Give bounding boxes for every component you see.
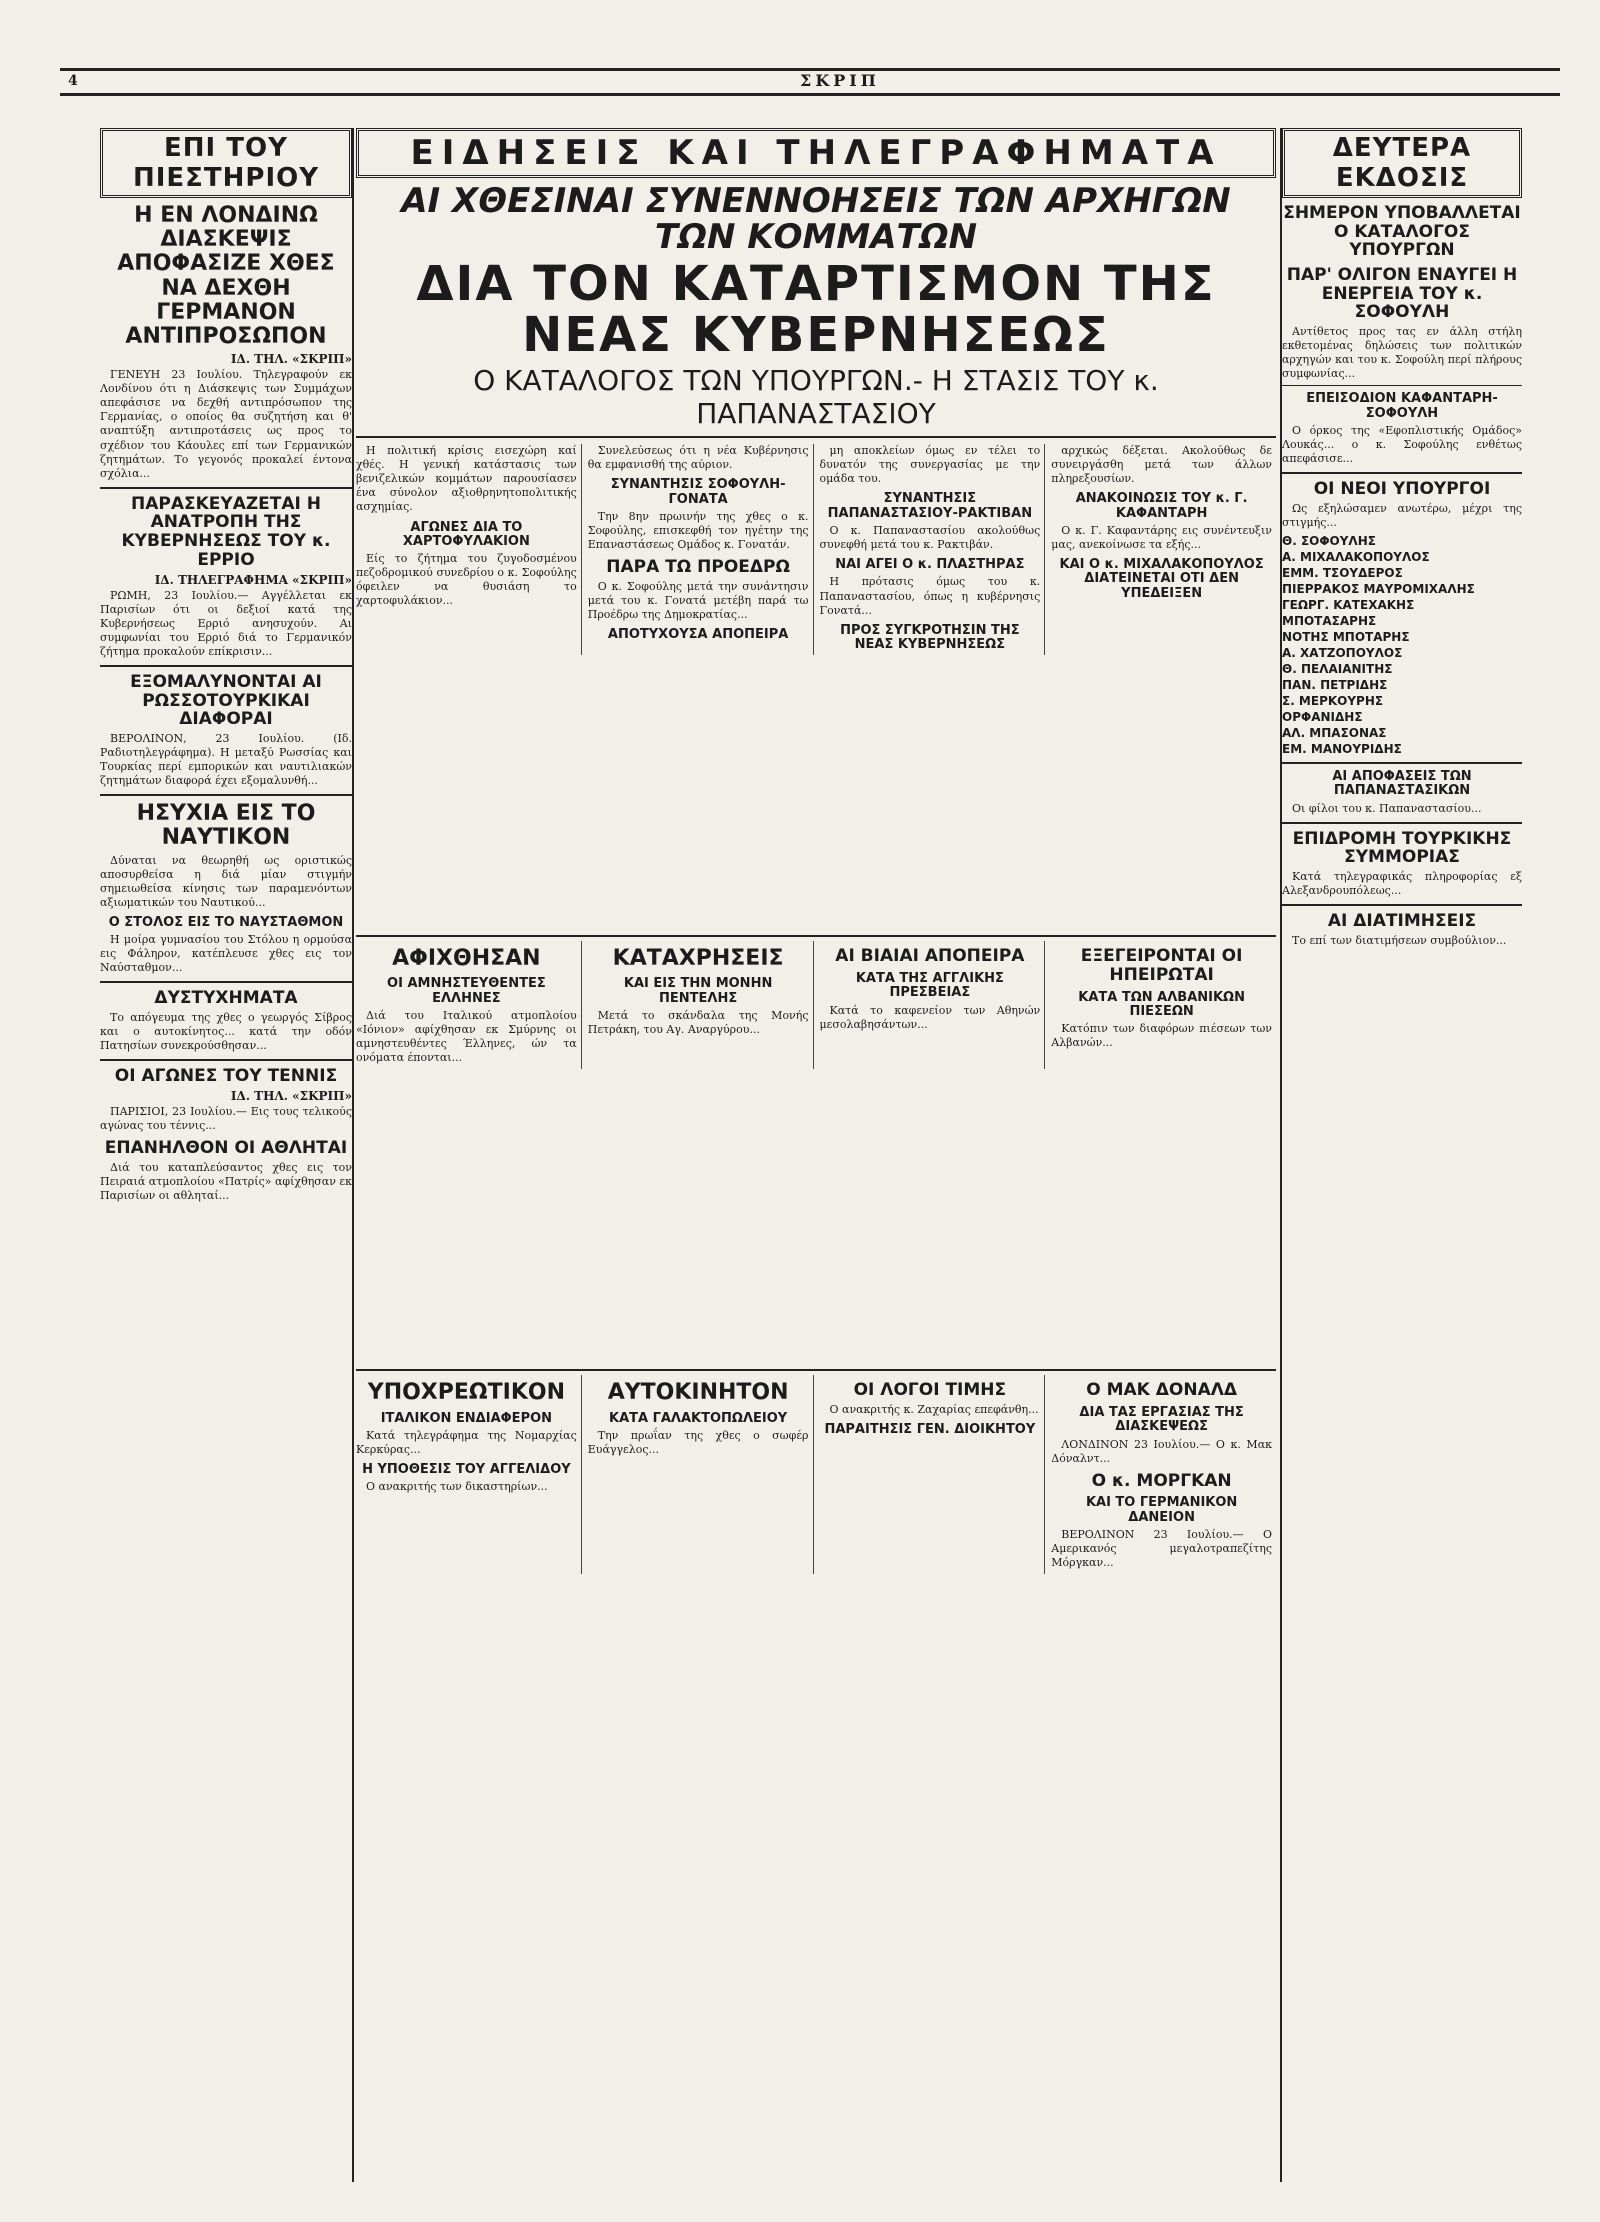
right-headline-1: ΣΗΜΕΡΟΝ ΥΠΟΒΑΛΛΕΤΑΙ Ο ΚΑΤΑΛΟΓΟΣ ΥΠΟΥΡΓΩΝ — [1283, 203, 1521, 261]
article-text: μη αποκλείων όμως εν τέλει το δυνατόν της συνεργασίας με την ομάδα του. — [819, 444, 1041, 486]
minister-name: ΠΑΝ. ΠΕΤΡΙΔΗΣ — [1282, 678, 1388, 693]
news-row-2 — [356, 935, 1276, 1069]
right-column — [1280, 128, 1522, 2182]
main-headline-1: ΑΙ ΧΘΕΣΙΝΑΙ ΣΥΝΕΝΝΟΗΣΕΙΣ ΤΩΝ ΑΡΧΗΓΩΝ ΤΩΝ ΚΟΜΜΑΤΩΝ — [401, 181, 1231, 257]
main-col-4 — [1051, 444, 1276, 655]
article-text: Η πολιτική κρίσις εισεχώρη καί χθές. Η γενική κατάστασις των βενιζελικών κομμάτων παρουσίασεν ένα σύνολον αξιοθρηνητοπολιτικής ασχημίας. — [356, 444, 577, 514]
left-headline-2: ΠΑΡΑΣΚΕΥΑΖΕΤΑΙ Η ΑΝΑΤΡΟΠΗ ΤΗΣ ΚΥΒΕΡΝΗΣΕΩΣ ΤΟΥ κ. ΕΡΡΙΟ — [121, 493, 331, 570]
divider — [1282, 904, 1522, 906]
right-headline-3: ΟΙ ΝΕΟΙ ΥΠΟΥΡΓΟΙ — [1313, 479, 1491, 500]
minister-name: Α. ΜΙΧΑΛΑΚΟΠΟΥΛΟΣ — [1282, 550, 1430, 565]
story-subheadline: ΔΙΑ ΤΑΣ ΕΡΓΑΣΙΑΣ ΤΗΣ ΔΙΑΣΚΕΨΕΩΣ — [1079, 1405, 1244, 1435]
paper-name: ΣΚΡΙΠ — [800, 71, 880, 90]
story-headline: ΕΞΕΓΕΙΡΟΝΤΑΙ ΟΙ ΗΠΕΙΡΩΤΑΙ — [1080, 946, 1243, 985]
right-article-3: Ως εξηλώσαμεν ανωτέρω, μέχρι της στιγμής... — [1282, 501, 1522, 530]
story-automobile — [588, 1375, 814, 1574]
article-text: Ο κ. Γ. Καφαντάρης εις συνέντευξιν μας, ανεκοίνωσε τα εξής... — [1051, 523, 1272, 552]
minister-name: Σ. ΜΕΡΚΟΥΡΗΣ — [1282, 694, 1384, 709]
article-text: Την πρωΐαν της χθες ο σωφέρ Ευάγγελος... — [587, 1428, 809, 1456]
story-epirotes — [1051, 941, 1276, 1069]
left-article-8: Διά του καταπλεύσαντος χθες εις τον Πειραιά ατμοπλοίου «Πατρίς» αφίχθησαν εκ Παρισίων οι αθληταί... — [100, 1160, 352, 1203]
right-article-4: Οι φίλοι του κ. Παπαναστασίου... — [1292, 801, 1482, 815]
story-subheadline: ΚΑΙ ΕΙΣ ΤΗΝ ΜΟΝΗΝ ΠΕΝΤΕΛΗΣ — [623, 976, 773, 1006]
divider — [100, 794, 352, 796]
main-col-2 — [588, 444, 814, 655]
story-headline: ΚΑΤΑΧΡΗΣΕΙΣ — [612, 946, 784, 972]
article-text: Κατόπιν των διαφόρων πιέσεων των Αλβανών... — [1051, 1022, 1272, 1050]
minister-name: ΕΜ. ΜΑΝΟΥΡΙΔΗΣ — [1282, 742, 1402, 757]
left-byline-1: ΙΔ. ΤΗΛ. «ΣΚΡΙΠ» — [230, 352, 352, 367]
subheading: ΑΝΑΚΟΙΝΩΣΙΣ ΤΟΥ κ. Γ. ΚΑΦΑΝΤΑΡΗ — [1075, 491, 1248, 521]
story-headline: Ο ΜΑΚ ΔΟΝΑΛΔ — [1086, 1380, 1238, 1401]
article-text: Κατά τηλεγράφημα της Νομαρχίας Κερκύρας... — [356, 1428, 577, 1456]
story-macdonald — [1051, 1375, 1276, 1574]
minister-name: ΝΟΤΗΣ ΜΠΟΤΑΡΗΣ — [1282, 630, 1410, 645]
subheading: ΑΓΩΝΕΣ ΔΙΑ ΤΟ ΧΑΡΤΟΦΥΛΑΚΙΟΝ — [402, 519, 530, 549]
subheading: ΣΥΝΑΝΤΗΣΙΣ ΠΑΠΑΝΑΣΤΑΣΙΟΥ-ΡΑΚΤΙΒΑΝ — [827, 491, 1033, 521]
left-byline-7: ΙΔ. ΤΗΛ. «ΣΚΡΙΠ» — [230, 1089, 352, 1104]
article-text: Διά του Ιταλικού ατμοπλοίου «Ιόνιον» αφίχθησαν εκ Σμύρνης οι αμνηστευθέντες Έλληνες, ών τα ονόματα έπονται... — [356, 1009, 577, 1065]
story-subheadline: ΚΑΤΑ ΤΗΣ ΑΓΓΛΙΚΗΣ ΠΡΕΣΒΕΙΑΣ — [855, 970, 1004, 1001]
right-article-5: Κατά τηλεγραφικάς πληροφορίας εξ Αλεξανδρουπόλεως... — [1282, 870, 1522, 898]
left-article-3: ΒΕΡΟΛΙΝΟΝ, 23 Ιουλίου. (Ιδ. Ραδιοτηλεγράφημα). Η μεταξύ Ρωσσίας και Τουρκίας περί εμπορικών και ναυτιλιακών ζητημάτων διαφορά έχει εξομαλυνθή... — [100, 731, 352, 788]
divider — [100, 487, 352, 489]
story-subheadline: ΟΙ ΑΜΝΗΣΤΕΥΘΕΝΤΕΣ ΕΛΛΗΝΕΣ — [387, 976, 546, 1006]
story-headline: ΟΙ ΛΟΓΟΙ ΤΙΜΗΣ — [853, 1380, 1007, 1401]
left-headline-3: ΕΞΟΜΑΛΥΝΟΝΤΑΙ ΑΙ ΡΩΣΣΟΤΟΥΡΚΙΚΑΙ ΔΙΑΦΟΡΑΙ — [130, 671, 322, 730]
left-article-1: ΓΕΝΕΥΗ 23 Ιουλίου. Τηλεγραφούν εκ Λονδίνου ότι η Διάσκεψις των Συμμάχων απεφάσισε να δεχθή αντιπρόσωπον της Γερμανίας, ο οποίος θα συζητήση και θ' αναπτύξη αντιπροτάσεις ως προς το σχέδιον του Κάουλες επί των Γερμανικών ζητημάτων. Το γεγονός προκαλεί έντονα σχόλια... — [100, 368, 352, 480]
left-headline-5: Ο ΣΤΟΛΟΣ ΕΙΣ ΤΟ ΝΑΥΣΤΑΘΜΟΝ — [108, 914, 344, 930]
left-headline-4: ΗΣΥΧΙΑ ΕΙΣ ΤΟ ΝΑΥΤΙΚΟΝ — [136, 801, 316, 851]
divider — [100, 1059, 352, 1061]
left-article-4: Δύναται να θεωρηθή ως οριστικώς αποσυρθείσα η διά μίαν στιγμήν σημειωθείσα κίνησις των παραμενόντων αξιωματικών του Ναυτικού... — [100, 853, 352, 909]
right-article-2: Ο όρκος της «Εφοπλιστικής Ομάδος» Λουκάς... ο κ. Σοφούλης ενθέτως απεφάσισε... — [1282, 424, 1522, 466]
story-subheadline: ΚΑΙ ΤΟ ΓΕΡΜΑΝΙΚΟΝ ΔΑΝΕΙΟΝ — [1085, 1495, 1238, 1525]
left-article-7: ΠΑΡΙΣΙΟΙ, 23 Ιουλίου.— Εις τους τελικούς αγώνας του τέννις... — [100, 1105, 352, 1133]
main-col-1 — [356, 444, 582, 655]
article-text: Η πρότασις όμως του κ. Παπαναστασίου, όπως η κυβέρνησις Γονατά... — [819, 575, 1041, 617]
left-column — [100, 128, 354, 2182]
right-article-1: Αντίθετος προς τας εν άλλη στήλη εκθετομένας δηλώσεις των πολιτικών αρχηγών και του κ. Σοφούλη περί πλήρους συμφωνίας... — [1282, 325, 1522, 381]
left-banner: ΕΠΙ ΤΟΥ ΠΙΕΣΤΗΡΙΟΥ — [100, 128, 352, 198]
subheading: ΚΑΙ Ο κ. ΜΙΧΑΛΑΚΟΠΟΥΛΟΣ ΔΙΑΤΕΙΝΕΤΑΙ ΟΤΙ ΔΕΝ ΥΠΕΔΕΙΞΕΝ — [1059, 557, 1264, 601]
main-col-3 — [820, 444, 1046, 655]
main-headline-2: ΔΙΑ ΤΟΝ ΚΑΤΑΡΤΙΣΜΟΝ ΤΗΣ ΝΕΑΣ ΚΥΒΕΡΝΗΣΕΩΣ — [416, 256, 1216, 363]
story-subheadline: ΚΑΤΑ ΓΑΛΑΚΤΟΠΩΛΕΙΟΥ — [609, 1410, 788, 1426]
subheading: ΑΠΟΤΥΧΟΥΣΑ ΑΠΟΠΕΙΡΑ — [607, 627, 789, 643]
main-story-columns — [356, 444, 1276, 655]
article-text: Είς το ζήτημα του ζυγοδοσμένου πεζοδρομικού συνεδρίου ο κ. Σοφούλης όφειλεν να θυσιάση το χαρτοφυλάκιον... — [356, 552, 577, 608]
left-article-6: Το απόγευμα της χθες ο γεωργός Σίβρος και ο αυτοκίνητος... κατά την οδόν Πατησίων συνεκρούσθησαν... — [100, 1011, 352, 1053]
left-headline-6: ΔΥΣΤΥΧΗΜΑΤΑ — [154, 988, 298, 1009]
subheading: ΣΥΝΑΝΤΗΣΙΣ ΣΟΦΟΥΛΗ-ΓΟΝΑΤΑ — [610, 477, 786, 507]
story-headline: Η ΥΠΟΘΕΣΙΣ ΤΟΥ ΑΓΓΕΛΙΔΟΥ — [362, 1462, 571, 1477]
main-subheadline: Ο ΚΑΤΑΛΟΓΟΣ ΤΩΝ ΥΠΟΥΡΓΩΝ.- Η ΣΤΑΣΙΣ ΤΟΥ κ. ΠΑΠΑΝΑΣΤΑΣΙΟΥ — [356, 364, 1276, 438]
center-banner: ΕΙΔΗΣΕΙΣ ΚΑΙ ΤΗΛΕΓΡΑΦΗΜΑΤΑ — [356, 128, 1276, 178]
left-headline-7: ΟΙ ΑΓΩΝΕΣ ΤΟΥ ΤΕΝΝΙΣ — [114, 1066, 338, 1087]
article-text: αρχικώς δέξεται. Ακολούθως δε συνειργάσθη μετά των άλλων πληρεξουσίων. — [1051, 444, 1272, 486]
divider — [1282, 822, 1522, 824]
article-text: Μετά το σκάνδαλα της Μονής Πετράκη, του Αγ. Αναργύρου... — [587, 1009, 809, 1037]
article-text: Ο ανακριτής κ. Ζαχαρίας επεφάνθη... — [829, 1403, 1039, 1417]
left-article-5: Η μοίρα γυμνασίου του Στόλου η ορμούσα εις Φάληρον, κατέπλευσε χθες εις τον Ναύσταθμον... — [100, 933, 352, 975]
story-italian — [356, 1375, 582, 1574]
left-headline-8: ΕΠΑΝΗΛΘΟΝ ΟΙ ΑΘΛΗΤΑΙ — [104, 1138, 348, 1159]
article-text: Ο ανακριτής των δικαστηρίων... — [366, 1480, 548, 1494]
minister-name: ΕΜΜ. ΤΣΟΥΔΕΡΟΣ — [1282, 566, 1403, 581]
minister-name: Α. ΧΑΤΖΟΠΟΥΛΟΣ — [1282, 646, 1403, 661]
left-article-2: ΡΩΜΗ, 23 Ιουλίου.— Αγγέλλεται εκ Παρισίων ότι οι δεξιοί κατά της Κυβερνήσεως Ερριό ανησυχούν. Αι συμφωνίαι του Ερριό διά το Γερμανικόν ζήτημα προκαλούν επίκρισιν... — [100, 588, 352, 658]
right-headline-2: ΕΠΕΙΣΟΔΙΟΝ ΚΑΦΑΝΤΑΡΗ-ΣΟΦΟΥΛΗ — [1306, 391, 1498, 421]
page-number: 4 — [68, 73, 78, 89]
minister-name: ΓΕΩΡΓ. ΚΑΤΕΧΑΚΗΣ — [1282, 598, 1415, 613]
right-article-6: Το επί των διατιμήσεων συμβούλιον... — [1292, 934, 1507, 947]
center-section — [356, 128, 1276, 2182]
story-honor — [820, 1375, 1046, 1574]
article-text: Ο κ. Σοφούλης μετά την συνάντησιν μετά του κ. Γονατά μετέβη παρά τω Προέδρω της Δημοκρατίας... — [587, 579, 809, 621]
news-row-3 — [356, 1369, 1276, 1574]
divider — [100, 665, 352, 667]
masthead-rule — [60, 68, 1560, 96]
article-text: Συνελεύσεως ότι η νέα Κυβέρνησις θα εμφανισθή της αύριον. — [587, 444, 809, 472]
divider — [1282, 472, 1522, 474]
story-headline: ΥΠΟΧΡΕΩΤΙΚΟΝ — [367, 1380, 565, 1406]
left-byline-2: ΙΔ. ΤΗΛΕΓΡΑΦΗΜΑ «ΣΚΡΙΠ» — [154, 572, 352, 587]
story-headline: ΑΙ ΒΙΑΙΑΙ ΑΠΟΠΕΙΡΑ — [835, 946, 1025, 967]
minister-name: Θ. ΠΕΛΑΙΑΝΙΤΗΣ — [1282, 662, 1393, 677]
right-banner: ΔΕΥΤΕΡΑ ΕΚΔΟΣΙΣ — [1282, 128, 1522, 198]
minister-name: ΑΛ. ΜΠΑΣΟΝΑΣ — [1282, 726, 1387, 741]
subheading: ΠΑΡΑ ΤΩ ΠΡΟΕΔΡΩ — [606, 557, 790, 578]
story-subheadline: ΚΑΤΑ ΤΩΝ ΑΛΒΑΝΙΚΩΝ ΠΙΕΣΕΩΝ — [1078, 989, 1245, 1019]
ministers-list — [1282, 534, 1522, 756]
minister-name: Θ. ΣΟΦΟΥΛΗΣ — [1282, 534, 1376, 549]
left-headline-1: Η ΕΝ ΛΟΝΔΙΝΩ ΔΙΑΣΚΕΨΙΣ ΑΠΟΦΑΣΙΖΕ ΧΘΕΣ ΝΑ ΔΕΧΘΗ ΓΕΡΜΑΝΟΝ ΑΝΤΙΠΡΟΣΩΠΟΝ — [117, 203, 335, 349]
article-text: Την 8ην πρωινήν της χθες ο κ. Σοφούλης, επισκεφθή τον ηγέτην της Επαναστάσεως Ομάδος κ. Γονατάν. — [587, 509, 809, 552]
story-subheadline: ΙΤΑΛΙΚΟΝ ΕΝΔΙΑΦΕΡΟΝ — [380, 1410, 553, 1426]
story-headline: ΑΦΙΧΘΗΣΑΝ — [392, 946, 541, 972]
minister-name: ΜΠΟΤΑΣΑΡΗΣ — [1282, 614, 1377, 629]
divider — [1282, 762, 1522, 764]
article-text: ΛΟΝΔΙΝΟΝ 23 Ιουλίου.— Ο κ. Μακ Δόναλντ... — [1051, 1437, 1272, 1465]
right-headline-5: ΕΠΙΔΡΟΜΗ ΤΟΥΡΚΙΚΗΣ ΣΥΜΜΟΡΙΑΣ — [1292, 828, 1512, 868]
right-headline-6: ΑΙ ΔΙΑΤΙΜΗΣΕΙΣ — [1327, 911, 1477, 932]
minister-name: ΠΙΕΡΡΑΚΟΣ ΜΑΥΡΟΜΙΧΑΛΗΣ — [1282, 582, 1475, 597]
right-headline-4: ΑΙ ΑΠΟΦΑΣΕΙΣ ΤΩΝ ΠΑΠΑΝΑΣΤΑΣΙΚΩΝ — [1332, 769, 1472, 799]
minister-name: ΟΡΦΑΝΙΔΗΣ — [1282, 710, 1363, 725]
story-embassy — [820, 941, 1046, 1069]
article-text: Ο κ. Παπαναστασίου ακολούθως συνεφθή μετά του κ. Ρακτιβάν. — [819, 523, 1041, 552]
story-headline: ΑΥΤΟΚΙΝΗΤΟΝ — [607, 1380, 789, 1406]
divider — [1282, 385, 1522, 386]
article-text: Κατά το καφενείον των Αθηνών μεσολαβησάντων... — [819, 1003, 1041, 1031]
divider — [100, 981, 352, 983]
story-headline: ΠΑΡΑΙΤΗΣΙΣ ΓΕΝ. ΔΙΟΙΚΗΤΟΥ — [824, 1422, 1036, 1438]
right-headline-1b: ΠΑΡ' ΟΛΙΓΟΝ ΕΝΑΥΓΕΙ Η ΕΝΕΡΓΕΙΑ ΤΟΥ κ. ΣΟΦΟΥΛΗ — [1286, 265, 1518, 323]
story-headline: Ο κ. ΜΟΡΓΚΑΝ — [1091, 1470, 1232, 1491]
story-monastery — [588, 941, 814, 1069]
subheading: ΝΑΙ ΑΓΕΙ Ο κ. ΠΛΑΣΤΗΡΑΣ — [835, 557, 1025, 573]
subheading: ΠΡΟΣ ΣΥΓΚΡΟΤΗΣΙΝ ΤΗΣ ΝΕΑΣ ΚΥΒΕΡΝΗΣΕΩΣ — [840, 622, 1020, 652]
story-amnesty — [356, 941, 582, 1069]
article-text: ΒΕΡΟΛΙΝΟΝ 23 Ιουλίου.— Ο Αμερικανός μεγαλοτραπεζίτης Μόργκαν... — [1051, 1528, 1272, 1570]
